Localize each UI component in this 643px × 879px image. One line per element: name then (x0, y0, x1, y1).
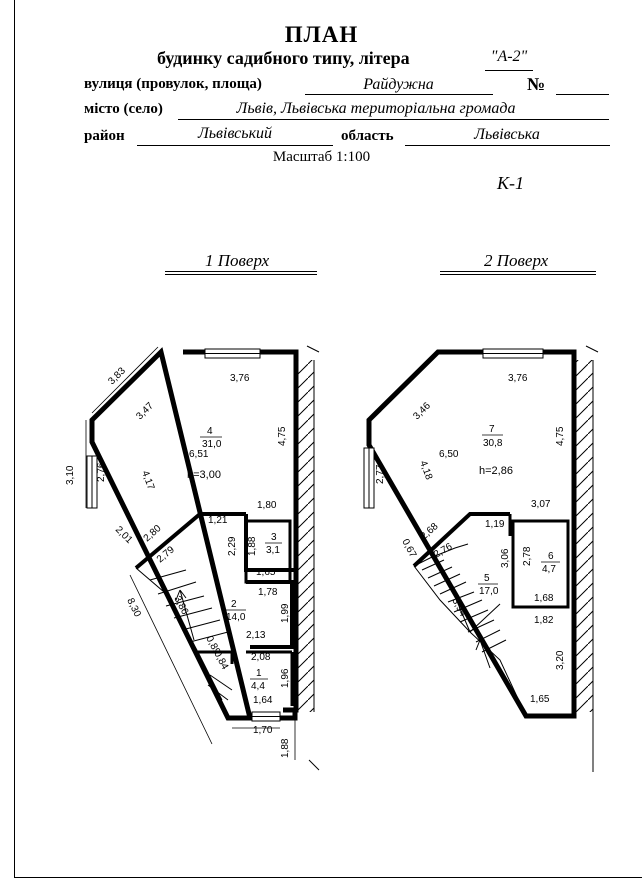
floor1-title: 1 Поверх (205, 251, 270, 270)
f2-dim-268: 2,68 (418, 521, 441, 543)
litera-value: "А-2" (490, 48, 528, 65)
floor2-outer-wall (369, 352, 574, 716)
region-value: Львівська (474, 126, 540, 143)
f2-dim-346: 3,46 (411, 400, 433, 423)
floor2-title: 2 Поверх (484, 251, 549, 270)
f1-dim-229: 2,29 (227, 536, 238, 556)
street-label: вулиця (провулок, площа) (84, 76, 262, 92)
f2-dim-067: 0,67 (399, 537, 419, 560)
f1-dim-383: 3,83 (106, 365, 128, 388)
f1-room2-area: 14,0 (226, 612, 246, 623)
f2-room7-height: h=2,86 (479, 465, 513, 477)
f1-room4-area: 31,0 (202, 439, 222, 450)
f1-dim-376: 3,76 (230, 373, 250, 384)
f1-dim-280: 2,80 (141, 523, 164, 545)
district-value: Львівський (197, 125, 273, 142)
f1-room4-num: 4 (207, 426, 213, 437)
number-label: № (527, 74, 546, 94)
floor2-party-wall-hatch (575, 360, 593, 712)
f1-room4-height: h=3,00 (187, 469, 221, 481)
floor1-plan (86, 346, 319, 770)
region-label: область (341, 128, 394, 144)
f2-dim-418: 4,18 (417, 459, 435, 482)
f1-room3-num: 3 (271, 532, 277, 543)
f2-room5-area: 17,0 (479, 586, 499, 597)
f2-dim-306: 3,06 (500, 548, 511, 568)
f1-dim-347: 3,47 (134, 400, 156, 423)
floor2-plan (364, 346, 598, 772)
f1-dim-310: 3,10 (65, 465, 76, 485)
f1-dim-417-rot: 4,17 (139, 469, 157, 492)
f2-dim-165: 1,65 (530, 694, 550, 705)
subtitle-text: будинку садибного типу, літера (157, 48, 410, 68)
f1-dim-170: 1,70 (253, 725, 273, 736)
f2-dim-277: 2,77 (375, 464, 386, 484)
city-label: місто (село) (84, 101, 163, 117)
f2-dim-168: 1,68 (534, 593, 554, 604)
f1-dim-121: 1,21 (208, 515, 228, 526)
f1-room1-area: 4,4 (251, 681, 265, 692)
sheet-label: К-1 (497, 173, 524, 193)
f2-room7-num: 7 (489, 424, 495, 435)
f2-dim-278: 2,78 (522, 546, 533, 566)
city-value: Львів, Львівська територіальна громада (236, 100, 516, 117)
f2-dim-475: 4,75 (555, 426, 566, 446)
f1-dim-475: 4,75 (277, 426, 288, 446)
f1-dim-165: 1,65 (256, 567, 276, 578)
f1-dim-386: 3,86 (171, 594, 191, 617)
f2-dim-376: 3,76 (508, 373, 528, 384)
f2-dim-320: 3,20 (555, 650, 566, 670)
f2-room7-area: 30,8 (483, 438, 503, 449)
f1-dim-199: 1,99 (280, 603, 291, 623)
f1-dim-089: 0,89 (203, 634, 223, 657)
floor1-party-wall-hatch (296, 360, 314, 712)
f1-dim-208: 2,08 (251, 652, 271, 663)
page-title: ПЛАН (284, 22, 359, 47)
f2-dim-119: 1,19 (485, 519, 505, 530)
f2-dim-182: 1,82 (534, 615, 554, 626)
f1-dim-830: 8,30 (124, 596, 143, 619)
f1-room1-num: 1 (256, 668, 262, 679)
f2-room6-num: 6 (548, 551, 554, 562)
f2-room6-area: 4,7 (542, 564, 556, 575)
f1-dim-178: 1,78 (258, 587, 278, 598)
street-value: Райдужна (363, 76, 434, 93)
f1-dim-188b: 1,88 (280, 738, 291, 758)
f1-dim-196: 1,96 (280, 668, 291, 688)
f1-dim-164: 1,64 (253, 695, 273, 706)
f1-dim-651: 6,51 (189, 449, 209, 460)
f2-room5-num: 5 (484, 573, 490, 584)
scale-label: Масштаб 1:100 (272, 149, 371, 165)
f1-dim-279: 2,79 (154, 544, 177, 566)
f1-dim-213: 2,13 (246, 630, 266, 641)
f2-dim-307: 3,07 (531, 499, 551, 510)
f1-dim-180: 1,80 (257, 500, 277, 511)
f1-dim-201: 2,01 (112, 524, 135, 546)
f2-dim-276: 2,76 (432, 541, 455, 561)
f2-dim-394: 3,94 (449, 596, 469, 619)
f1-dim-188: 1,88 (247, 536, 258, 556)
f2-dim-650: 6,50 (439, 449, 459, 460)
f1-room2-num: 2 (231, 599, 237, 610)
f1-dim-084: 0,84 (211, 649, 231, 672)
f1-room3-area: 3,1 (266, 545, 280, 556)
district-label: район (84, 128, 125, 144)
f1-dim-276: 2,76 (96, 462, 107, 482)
